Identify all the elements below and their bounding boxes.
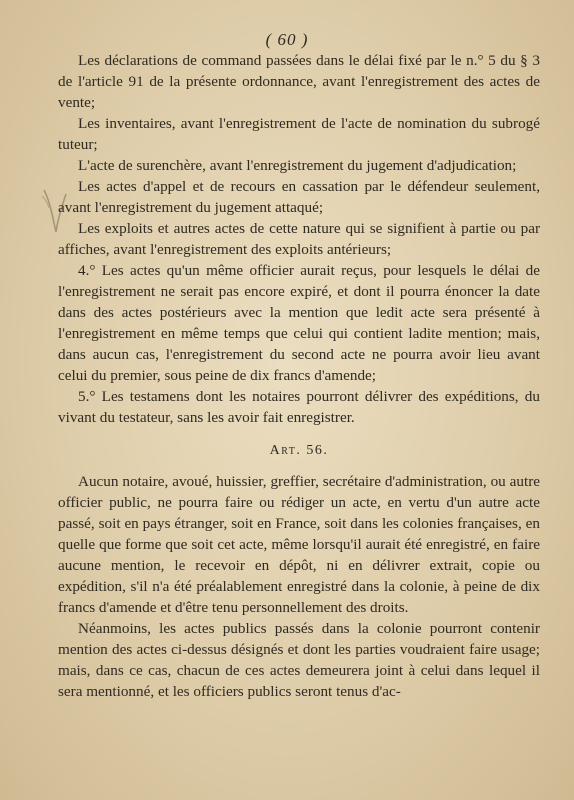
paragraph: Les actes d'appel et de recours en cassation par le défendeur seulement, avant l'enregistrement du jugement attaqué; xyxy=(58,178,540,216)
body-text xyxy=(58,50,540,702)
paragraph: Les inventaires, avant l'enregistrement de l'acte de nomination du subrogé tuteur; xyxy=(58,115,540,153)
paragraph: L'acte de surenchère, avant l'enregistrement du jugement d'adjudication; xyxy=(78,157,517,174)
article-heading: Art. 56. xyxy=(269,443,329,458)
paragraph: Les exploits et autres actes de cette nature qui se signifient à partie ou par affiches, avant l'enregistrement des exploits antérieurs; xyxy=(58,220,540,258)
paragraph: 5.° Les testamens dont les notaires pourront délivrer des expéditions, du vivant du testateur, sans les avoir fait enregistrer. xyxy=(58,388,540,426)
paragraph: 4.° Les actes qu'un même officier aurait reçus, pour lesquels le délai de l'enregistrement ne serait pas encore expiré, et dont il pourra énoncer la date dans des actes postérieurs avec la mention que ledit acte sera présenté à l'enregistrement en même temps que celui qui contient ladite mention; mais, dans aucun cas, l'enregistrement du second acte ne pourra avoir lieu avant celui du premier, sous peine de dix francs d'amende; xyxy=(58,262,540,384)
paragraph: Aucun notaire, avoué, huissier, greffier, secrétaire d'administration, ou autre officier public, ne pourra faire ou rédiger un acte, en vertu d'un autre acte passé, soit en pays étranger, soit en France, soit dans les colonies françaises, en quelle que forme que soit cet acte, même lorsqu'il aurait été enregistré, en faire aucune mention, le recevoir en dépôt, ni en délivrer extrait, copie ou expédition, s'il n'a été préalablement enregistré dans la colonie, à peine de dix francs d'amende et d'être tenu personnellement des droits. xyxy=(58,473,540,616)
paragraph: Néanmoins, les actes publics passés dans la colonie pourront contenir mention des actes ci-dessus désignés et dont les parties voudraient faire usage; mais, dans ce cas, chacun de ces actes demeurera joint à celui dans lequel il sera mentionné, et les officiers publics seront tenus d'ac- xyxy=(58,620,540,700)
paragraph: Les déclarations de command passées dans le délai fixé par le n.° 5 du § 3 de l'article 91 de la présente ordonnance, avant l'enregistrement des actes de vente; xyxy=(58,52,540,111)
page-number: ( 60 ) xyxy=(265,30,309,49)
